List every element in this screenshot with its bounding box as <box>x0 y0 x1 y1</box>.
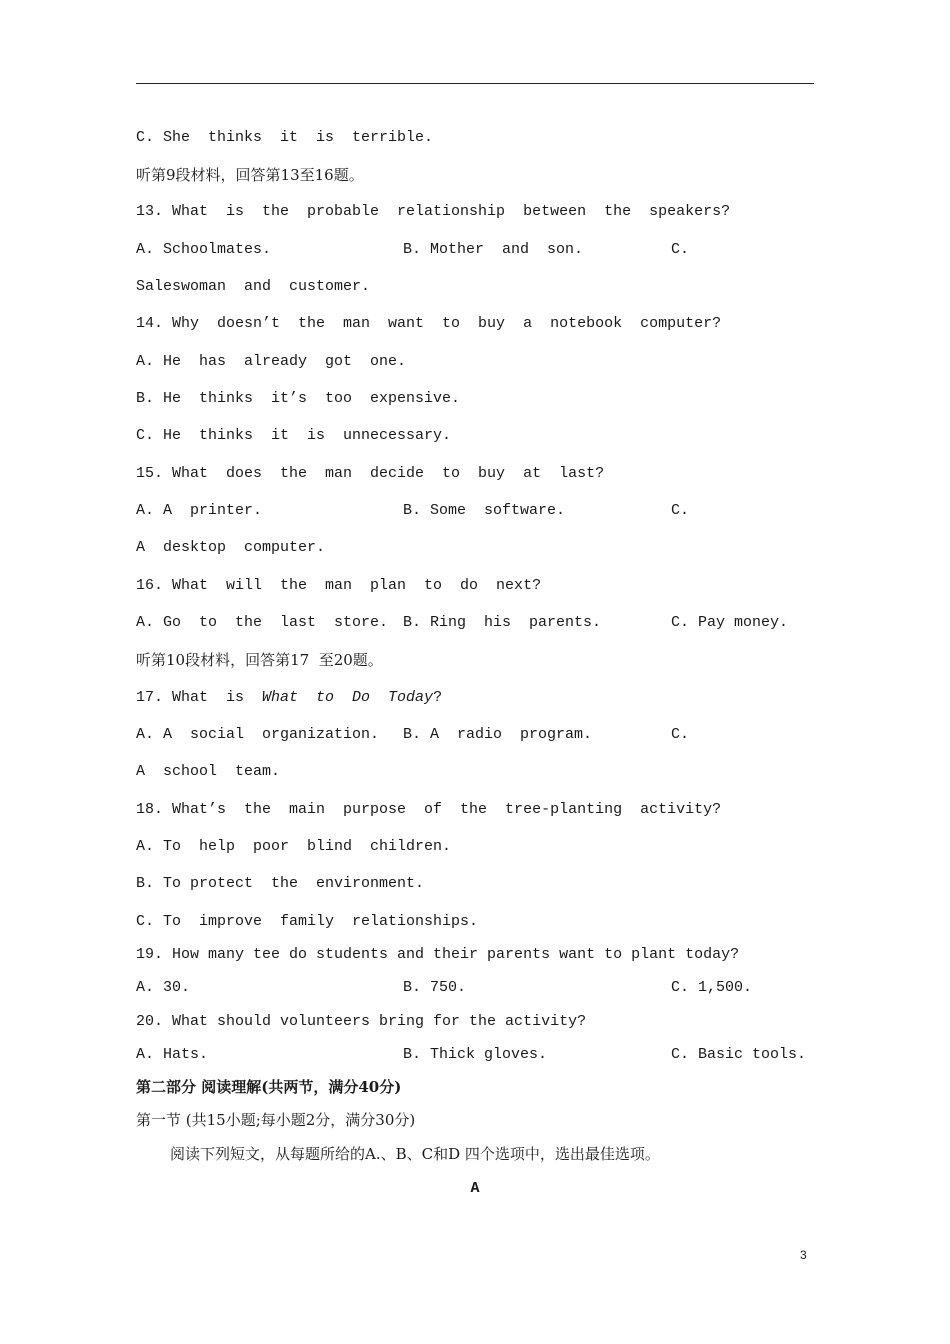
q13-option-b: B. Mother and son. <box>403 241 584 258</box>
q14-option-b: B. He thinks it’s too expensive. <box>136 390 461 407</box>
q14-option-a: A. He has already got one. <box>136 353 407 370</box>
q19-option-c: C. 1,500. <box>671 979 753 996</box>
q18-option-a: A. To help poor blind children. <box>136 838 452 855</box>
section-one-heading: 第一节 (共15小题;每小题2分，满分30分) <box>136 1111 416 1129</box>
question-15: 15. What does the man decide to buy at last? <box>136 465 605 482</box>
page-number: 3 <box>800 1248 807 1262</box>
q15-option-a: A. A printer. <box>136 502 263 519</box>
q15-option-c-label: C. <box>671 502 690 519</box>
q15-option-b: B. Some software. <box>403 502 566 519</box>
q17-program-title: What to Do Today <box>262 689 434 706</box>
part-two-heading: 第二部分 阅读理解(共两节，满分40分) <box>136 1078 402 1096</box>
reading-instruction: 阅读下列短文，从每题所给的A.、B、C和D 四个选项中，选出最佳选项。 <box>170 1145 660 1163</box>
q19-option-a: A. 30. <box>136 979 191 996</box>
q14-option-c: C. He thinks it is unnecessary. <box>136 427 452 444</box>
question-17 <box>136 689 814 707</box>
q19-option-b: B. 750. <box>403 979 467 996</box>
q13-option-c-label: C. <box>671 241 690 258</box>
header-rule <box>136 83 814 84</box>
q16-options <box>136 614 814 632</box>
q18-option-c: C. To improve family relationships. <box>136 913 479 930</box>
question-13: 13. What is the probable relationship between the speakers? <box>136 203 731 220</box>
question-20: 20. What should volunteers bring for the activity? <box>136 1013 587 1030</box>
question-16: 16. What will the man plan to do next? <box>136 577 542 594</box>
section-instruction-10: 听第10段材料，回答第17 至20题。 <box>136 651 383 669</box>
q13-option-c-text: Saleswoman and customer. <box>136 278 371 295</box>
q16-option-a: A. Go to the last store. <box>136 614 389 631</box>
q20-option-c: C. Basic tools. <box>671 1046 807 1063</box>
q12-option-c: C. She thinks it is terrible. <box>136 129 434 146</box>
q15-options <box>136 502 814 520</box>
q20-option-b: B. Thick gloves. <box>403 1046 548 1063</box>
q17-suffix: ? <box>433 689 443 706</box>
q18-option-b: B. To protect the environment. <box>136 875 425 892</box>
q13-options <box>136 241 814 259</box>
question-14: 14. Why doesn’t the man want to buy a notebook computer? <box>136 315 722 332</box>
q15-option-c-text: A desktop computer. <box>136 539 326 556</box>
q17-option-b: B. A radio program. <box>403 726 593 743</box>
q16-option-b: B. Ring his parents. <box>403 614 602 631</box>
passage-a-heading: A <box>470 1180 480 1197</box>
question-19: 19. How many tee do students and their parents want to plant today? <box>136 946 740 963</box>
q17-option-a: A. A social organization. <box>136 726 380 743</box>
q20-options <box>136 1046 814 1064</box>
q17-option-c-text: A school team. <box>136 763 281 780</box>
q19-options <box>136 979 814 997</box>
q17-option-c-label: C. <box>671 726 690 743</box>
q17-options <box>136 726 814 744</box>
q13-option-a: A. Schoolmates. <box>136 241 272 258</box>
question-18: 18. What’s the main purpose of the tree-planting activity? <box>136 801 722 818</box>
q16-option-c: C. Pay money. <box>671 614 789 631</box>
section-instruction-9: 听第9段材料，回答第13至16题。 <box>136 166 364 184</box>
q17-prefix: 17. What is <box>136 689 263 706</box>
q20-option-a: A. Hats. <box>136 1046 209 1063</box>
